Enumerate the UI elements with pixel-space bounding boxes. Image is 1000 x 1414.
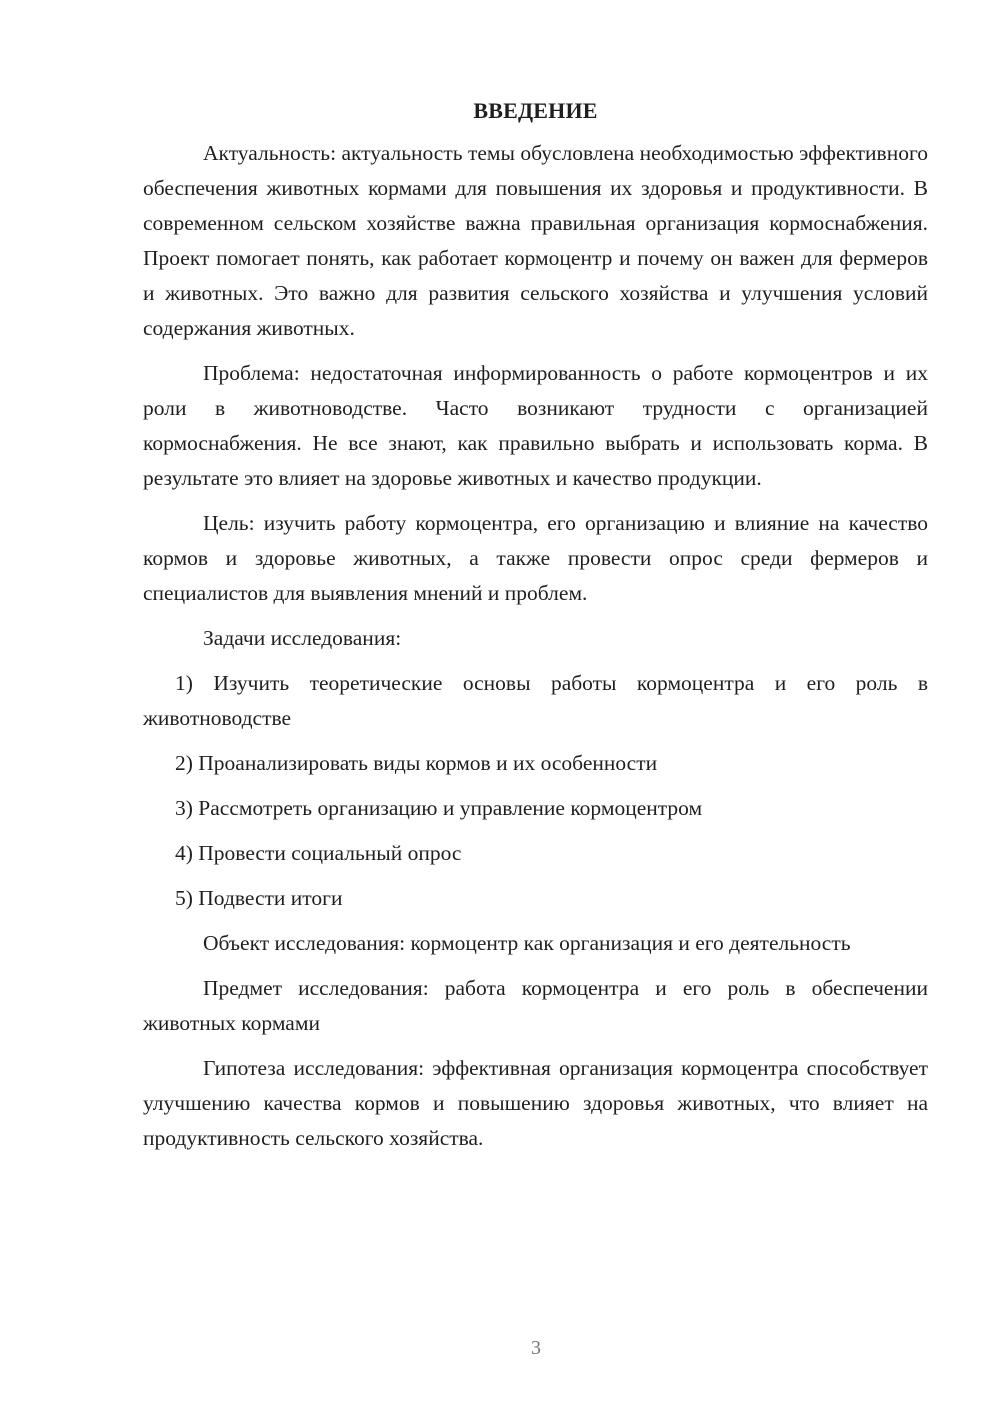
goal-paragraph: Цель: изучить работу кормоцентра, его организацию и влияние на качество кормов и здоровье животных, а также провести опрос среди фермеров и специалистов для выявления мнений и проблем. bbox=[143, 511, 928, 605]
page-title: ВВЕДЕНИЕ bbox=[473, 98, 598, 123]
page-number: 3 bbox=[531, 1337, 541, 1359]
list-item: 3) Рассмотреть организацию и управление кормоцентром bbox=[175, 796, 703, 820]
tasks-heading: Задачи исследования: bbox=[203, 626, 402, 650]
list-item: 5) Подвести итоги bbox=[175, 886, 343, 910]
document-page bbox=[143, 96, 928, 1166]
relevance-paragraph: Актуальность: актуальность темы обусловлена необходимостью эффективного обеспечения животных кормами для повышения их здоровья и продуктивности. В современном сельском хозяйстве важна правильная организация кормоснабжения. Проект помогает понять, как работает кормоцентр и почему он важен для фермеров и животных. Это важно для развития сельского хозяйства и улучшения условий содержания животных. bbox=[143, 141, 928, 340]
object-paragraph: Объект исследования: кормоцентр как организация и его деятельность bbox=[203, 931, 851, 955]
tasks-list bbox=[143, 666, 928, 916]
subject-paragraph: Предмет исследования: работа кормоцентра и его роль в обеспечении животных кормами bbox=[143, 976, 928, 1035]
hypothesis-paragraph: Гипотеза исследования: эффективная организация кормоцентра способствует улучшению качества кормов и повышению здоровья животных, что влияет на продуктивность сельского хозяйства. bbox=[143, 1056, 928, 1150]
list-item: 2) Проанализировать виды кормов и их особенности bbox=[175, 751, 658, 775]
list-item: 4) Провести социальный опрос bbox=[175, 841, 462, 865]
list-item: 1) Изучить теоретические основы работы кормоцентра и его роль в животноводстве bbox=[143, 671, 928, 730]
problem-paragraph: Проблема: недостаточная информированность о работе кормоцентров и их роли в животноводстве. Часто возникают трудности с организацией кормоснабжения. Не все знают, как правильно выбрать и использовать корма. В результате это влияет на здоровье животных и качество продукции. bbox=[143, 361, 928, 490]
